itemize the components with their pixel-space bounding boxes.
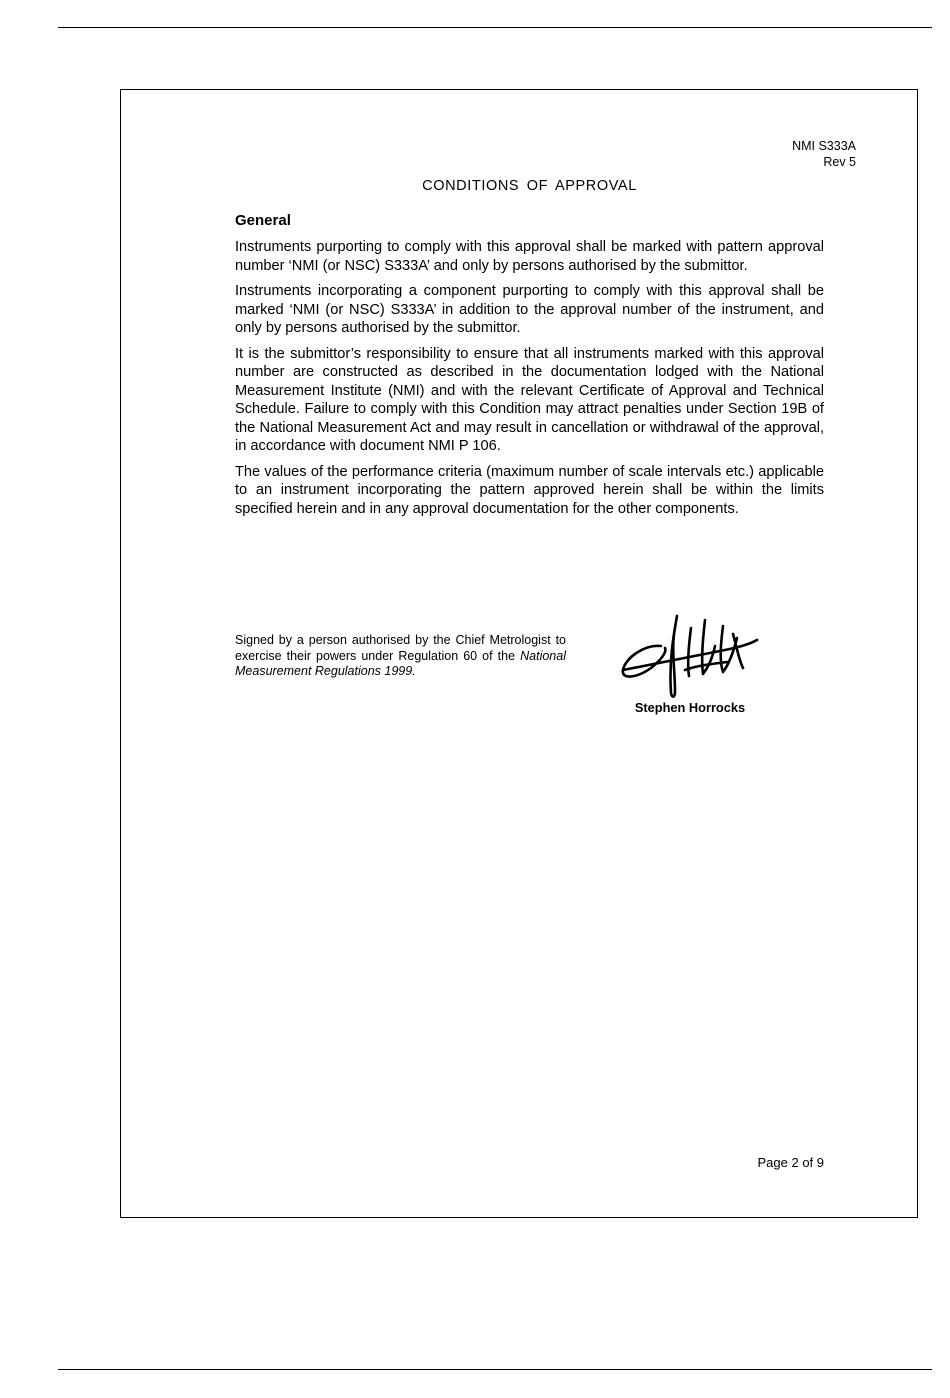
top-rule — [58, 27, 932, 28]
conditions-section — [235, 212, 824, 525]
paragraph-component-marking: Instruments incorporating a component purporting to comply with this approval shall be marked ‘NMI (or NSC) S333A’ in addition to the approval number of the instrument, and only by persons authorised by the submittor. — [235, 283, 824, 336]
page-number: Page 2 of 9 — [757, 1155, 824, 1170]
paragraph-marking: Instruments purporting to comply with this approval shall be marked with pattern approval number ‘NMI (or NSC) S333A’ and only by persons authorised by the submittor. — [235, 239, 824, 274]
paragraph-responsibility: It is the submittor’s responsibility to ensure that all instruments marked with this approval number are constructed as described in the documentation lodged with the National Measurement Institute (NMI) and with the relevant Certificate of Approval and Technical Schedule. Failure to comply with this Condition may attract penalties under Section 19B of the National Measurement Act and may result in cancellation or withdrawal of the approval, in accordance with document NMI P 106. — [235, 345, 824, 454]
doc-revision: Rev 5 — [823, 155, 856, 169]
signer-name: Stephen Horrocks — [634, 700, 746, 715]
bottom-rule — [58, 1369, 932, 1370]
signature-icon — [615, 608, 765, 700]
page-title: CONDITIONS OF APPROVAL — [422, 178, 637, 194]
regulation-name: National Measurement Regulations 1999. — [235, 648, 566, 678]
paragraph-performance-criteria: The values of the performance criteria (maximum number of scale intervals etc.) applicable to an instrument incorporating the pattern approved herein shall be within the limits specified herein and in any approval documentation for the other components. — [235, 463, 824, 517]
section-heading: General — [235, 212, 291, 229]
statement-text: Signed by a person authorised by the Chief Metrologist to exercise their powers under Regulation 60 of the — [235, 633, 566, 663]
document-reference — [792, 138, 856, 170]
doc-id: NMI S333A — [792, 139, 856, 153]
signature-statement — [235, 633, 566, 680]
